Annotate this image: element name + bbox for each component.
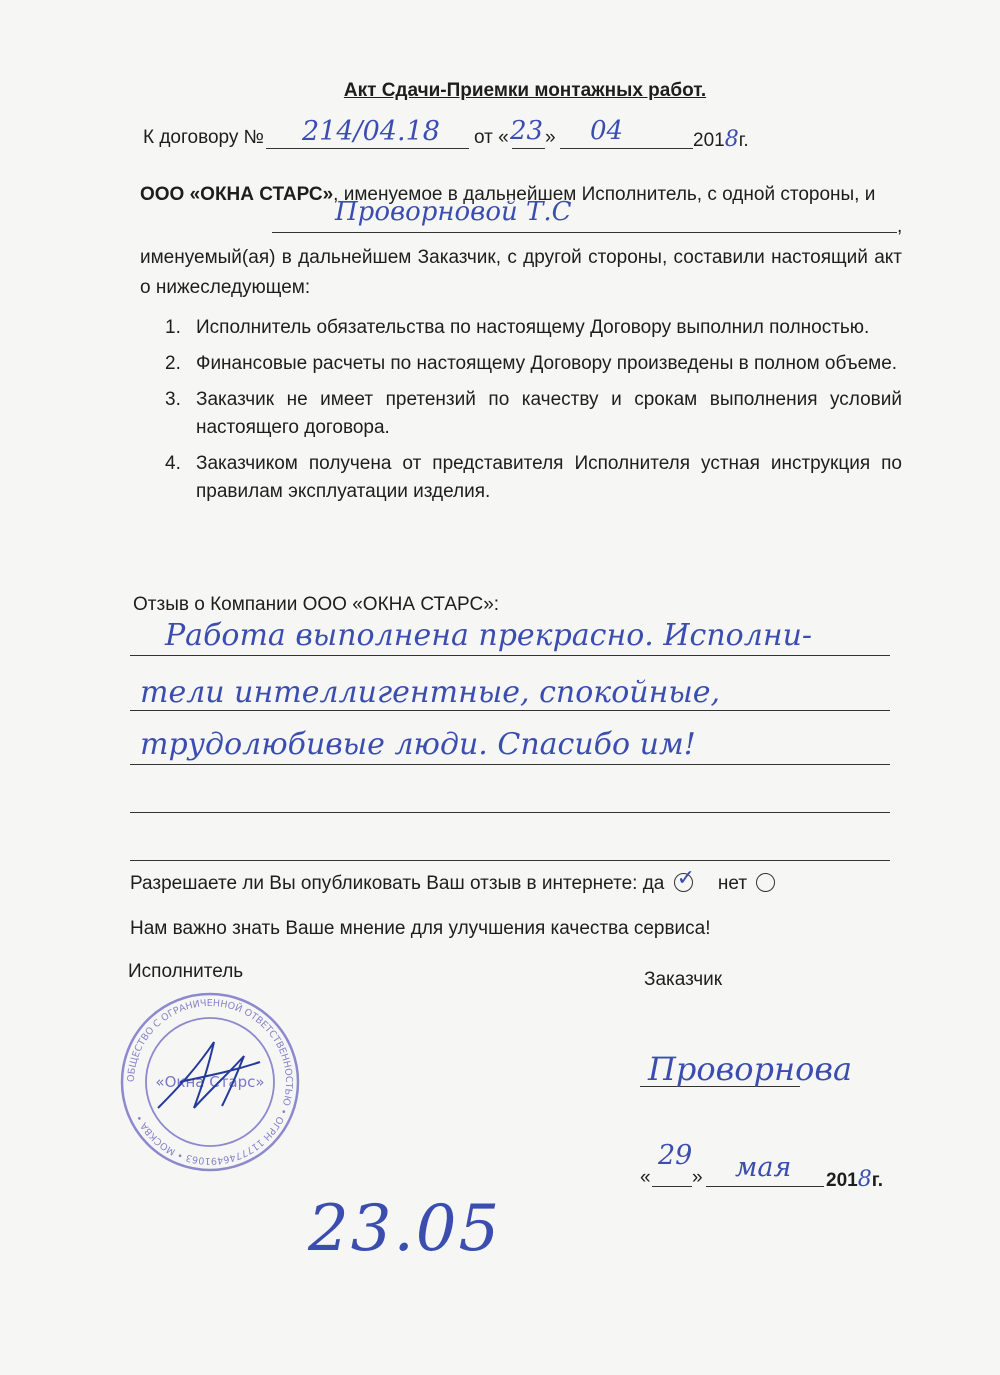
- signature-date-open-quote: «: [640, 1167, 651, 1188]
- list-item: [160, 350, 902, 378]
- review-line: [130, 764, 890, 765]
- handwritten-note: 23.05: [308, 1192, 502, 1266]
- publish-question: Разрешаете ли Вы опубликовать Ваш отзыв в интернете: да: [130, 873, 665, 894]
- item-number: 1.: [165, 317, 181, 338]
- review-line: [130, 812, 890, 813]
- contract-day: 23: [510, 116, 544, 146]
- review-line: [130, 860, 890, 861]
- customer-signature: Проворнова: [648, 1050, 853, 1088]
- contract-month-line: [560, 148, 693, 149]
- customer-label: Заказчик: [644, 969, 723, 990]
- stamp-center-text: «Окна Старс»: [155, 1073, 265, 1091]
- signature-date-close-quote: »: [692, 1167, 703, 1188]
- review-line: [130, 710, 890, 711]
- publish-question-row: [130, 866, 775, 895]
- review-line: [130, 655, 890, 656]
- customer-name-line: [272, 232, 897, 233]
- contract-day-line: [512, 148, 545, 149]
- intro-part-1: , именуемое в дальнейшем Исполнитель, с одной стороны, и: [333, 184, 876, 205]
- contract-month: 04: [590, 116, 624, 146]
- contract-from-label: от «: [474, 127, 509, 148]
- contract-year-prefix: 201: [693, 130, 725, 151]
- review-text-line-3: трудолюбивые люди. Спасибо им!: [140, 727, 696, 762]
- list-item: [160, 386, 902, 442]
- executor-label: Исполнитель: [128, 961, 244, 982]
- contract-prefix: К договору №: [143, 127, 265, 148]
- signature-date-year-digit: 8: [857, 1167, 872, 1192]
- signature-date-month: мая: [735, 1152, 792, 1183]
- contract-number-line: [266, 148, 469, 149]
- no-label: нет: [717, 873, 748, 894]
- importance-note: Нам важно знать Ваше мнение для улучшения качества сервиса!: [130, 918, 711, 939]
- signature-date-day: 29: [658, 1140, 693, 1171]
- item-text: Заказчик не имеет претензий по качеству и срокам выполнения условий настоящего договора.: [196, 389, 902, 438]
- check-icon: ✓: [676, 866, 696, 891]
- contract-close-quote: »: [545, 127, 556, 148]
- customer-name: Проворновой Т.С: [335, 197, 572, 227]
- customer-name-comma: ,: [897, 216, 903, 237]
- signature-date-day-line: [652, 1186, 692, 1187]
- list-item: [160, 314, 902, 342]
- review-label: Отзыв о Компании ООО «ОКНА СТАРС»:: [133, 594, 500, 615]
- item-number: 3.: [165, 389, 181, 410]
- company-name: ООО «ОКНА СТАРС»: [140, 184, 334, 205]
- signature-date-year-prefix: 201: [826, 1170, 858, 1191]
- yes-checkbox[interactable]: [674, 866, 696, 892]
- review-text-line-1: Работа выполнена прекрасно. Исполни-: [165, 618, 813, 653]
- stamp-ring-text: ОБЩЕСТВО С ОГРАНИЧЕННОЙ ОТВЕТСТВЕННОСТЬЮ • ОГРН 1177746491063 • МОСКВА •: [125, 997, 295, 1167]
- review-text-line-2: тели интеллигентные, спокойные,: [140, 675, 721, 710]
- item-number: 4.: [165, 453, 181, 474]
- contract-number: 214/04.18: [302, 116, 440, 147]
- contract-year-suffix: г.: [738, 130, 749, 151]
- intro-part-2: именуемый(ая) в дальнейшем Заказчик, с другой стороны, составили настоящий акт о нижеследующем:: [140, 247, 902, 298]
- signature-date-year: [826, 1167, 883, 1192]
- contract-year-digit: 8: [724, 127, 739, 152]
- item-number: 2.: [165, 353, 181, 374]
- company-stamp: [110, 990, 310, 1175]
- no-checkbox[interactable]: [756, 873, 775, 892]
- document-title: Акт Сдачи-Приемки монтажных работ.: [343, 80, 707, 101]
- item-text: Заказчиком получена от представителя Исполнителя устная инструкция по правилам эксплуатации изделия.: [196, 453, 902, 502]
- signature-date-month-line: [706, 1186, 824, 1187]
- terms-list: [160, 314, 902, 514]
- signature-date-year-suffix: г.: [871, 1170, 883, 1191]
- contract-year: [693, 127, 749, 152]
- item-text: Исполнитель обязательства по настоящему Договору выполнил полностью.: [196, 317, 870, 338]
- list-item: [160, 450, 902, 506]
- item-text: Финансовые расчеты по настоящему Договору произведены в полном объеме.: [196, 353, 898, 374]
